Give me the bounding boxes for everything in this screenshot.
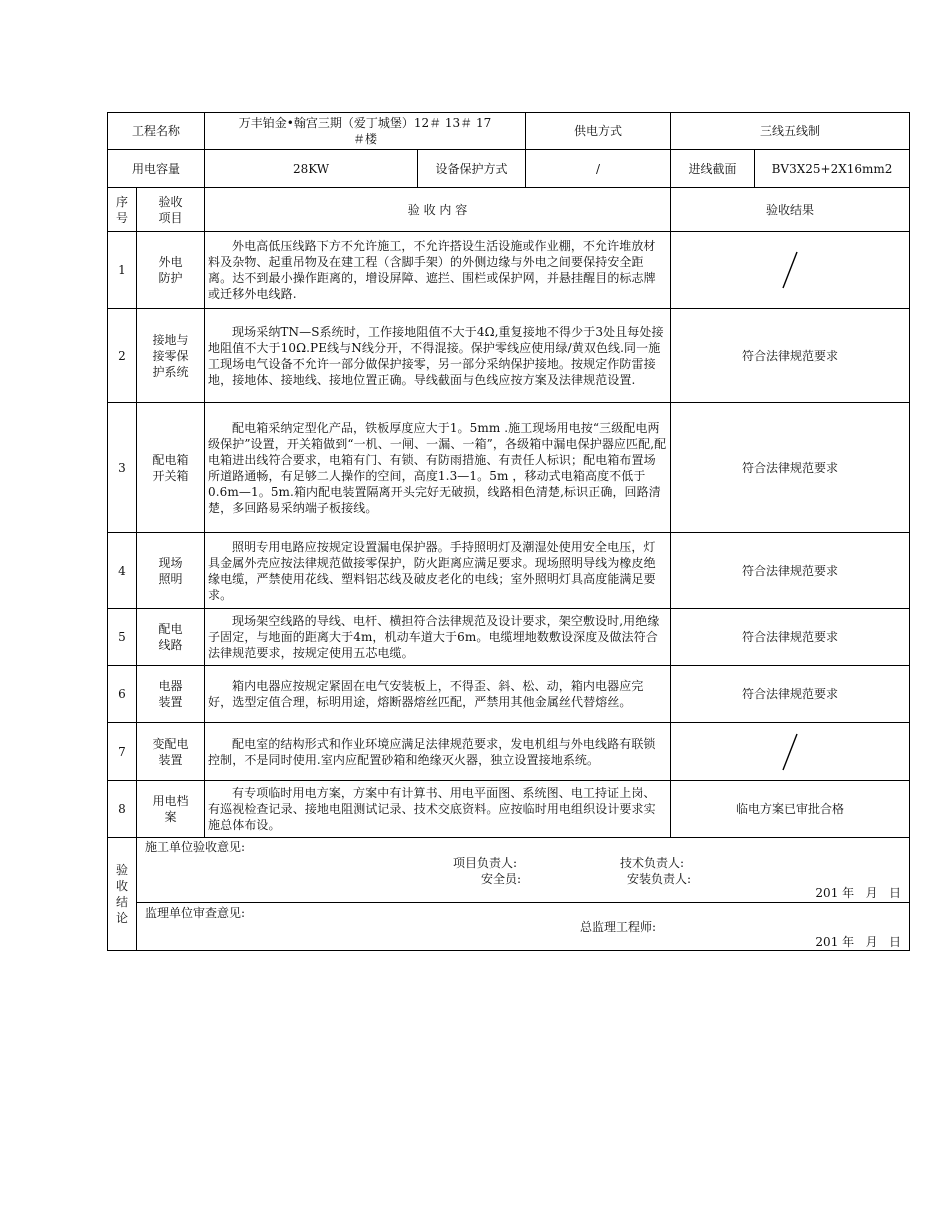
row-item-line2: 接零保 (152, 348, 189, 363)
table-row (108, 533, 910, 609)
construction-date: 201 年 月 日 (815, 886, 902, 900)
row-item-line1: 用电档 (152, 794, 189, 808)
row-item-line2: 线路 (158, 638, 183, 652)
conclusion-label-char: 收 (115, 879, 128, 893)
row-result: 符合法律规范要求 (671, 666, 910, 723)
chief-engineer-label: 总监理工程师: (580, 920, 657, 934)
row-number: 4 (108, 533, 137, 609)
column-header-row (108, 188, 910, 232)
row-number: 1 (108, 232, 137, 309)
row-item-line3: 护系统 (152, 364, 189, 379)
safety-officer-label: 安全员: (481, 872, 522, 886)
conclusion-construction-row (108, 838, 910, 903)
row-number: 7 (108, 723, 137, 781)
capacity-label: 用电容量 (108, 150, 205, 188)
conclusion-label-char: 验 (115, 863, 128, 877)
row-content: 照明专用电路应按规定设置漏电保护器。手持照明灯及潮湿处使用安全电压，灯具金属外壳应按法律规范做接零保护，防火距离应满足要求。现场照明导线为橡皮绝缘电缆，严禁使用花线、塑料铝芯线及破皮老化的电线；室外照明灯具高度能满足要求。 (205, 533, 671, 609)
row-result: 符合法律规范要求 (671, 609, 910, 666)
table-row (108, 232, 910, 309)
row-item (137, 723, 205, 781)
install-manager-label: 安装负责人: (627, 872, 692, 886)
protection-label: 设备保护方式 (418, 150, 526, 188)
cable-value: BV3X25+2X16mm2 (755, 150, 910, 188)
tech-manager-label: 技术负责人: (620, 856, 685, 870)
row-item-line2: 开关箱 (152, 468, 189, 483)
row-item (137, 666, 205, 723)
row-number: 8 (108, 781, 137, 838)
conclusion-label-char: 结 (115, 895, 128, 909)
project-manager-label: 项目负责人: (453, 856, 518, 870)
row-item-line1: 配电 (158, 622, 183, 636)
row-number: 3 (108, 403, 137, 533)
seq-header-line1: 序 (115, 194, 128, 209)
header-row-capacity (108, 150, 910, 188)
seq-header (108, 188, 137, 232)
row-item (137, 309, 205, 403)
row-item (137, 609, 205, 666)
row-content: 外电高低压线路下方不允许施工，不允许搭设生活设施或作业棚，不允许堆放材料及杂物、起重吊物及在建工程（含脚手架）的外侧边缘与外电之间要保持安全距离。达不到最小操作距离的，增设屏障、遮拦、围栏或保护网，并悬挂醒目的标志牌或迁移外电线路. (205, 232, 671, 309)
item-header-line2: 项目 (158, 210, 183, 225)
row-result-slash (671, 232, 910, 309)
table-row (108, 781, 910, 838)
slash-mark-icon (775, 250, 805, 290)
row-item-line1: 接地与 (152, 332, 189, 347)
row-item-line1: 变配电 (152, 736, 189, 751)
item-header-line1: 验收 (158, 194, 183, 209)
row-item (137, 781, 205, 838)
row-item (137, 232, 205, 309)
row-result: 符合法律规范要求 (671, 533, 910, 609)
acceptance-form-table (107, 112, 910, 951)
seq-header-line2: 号 (115, 210, 128, 225)
project-name-line2: ＃楼 (353, 132, 378, 146)
cable-label: 进线截面 (671, 150, 755, 188)
row-item-line2: 防护 (158, 271, 183, 285)
table-row (108, 609, 910, 666)
table-row (108, 723, 910, 781)
content-header: 验 收 内 容 (205, 188, 671, 232)
row-number: 2 (108, 309, 137, 403)
row-result: 符合法律规范要求 (671, 309, 910, 403)
row-result: 符合法律规范要求 (671, 403, 910, 533)
conclusion-label-char: 论 (115, 911, 128, 925)
construction-opinion-cell (137, 838, 910, 903)
row-item-line2: 案 (164, 810, 177, 824)
construction-signature-area (137, 838, 909, 902)
conclusion-supervision-row (108, 903, 910, 951)
header-row-project (108, 113, 910, 150)
row-item-line2: 装置 (158, 695, 183, 709)
project-name-line1: 万丰铂金•翰宫三期（爱丁城堡）12＃ 13＃ 17 (238, 116, 492, 130)
row-content: 有专项临时用电方案，方案中有计算书、用电平面图、系统图、电工持证上岗、有巡视检查记录、接地电阻测试记录、技术交底资料。应按临时用电组织设计要求实施总体布设。 (205, 781, 671, 838)
supervision-opinion-label: 监理单位审查意见: (145, 906, 246, 920)
project-name-label: 工程名称 (108, 113, 205, 150)
table-row (108, 403, 910, 533)
supervision-signature-area (137, 903, 909, 950)
row-content: 配电箱采纳定型化产品，铁板厚度应大于1。5mm .施工现场用电按“三级配电两级保护”设置，开关箱做到“一机、一闸、一漏、一箱”，各级箱中漏电保护器应匹配,配电箱进出线符合要求，电箱有门、有锁、有防雨措施、有责任人标识；配电箱布置场所道路通畅，有足够二人操作的空间，高度1.3—1。5m ，移动式电箱高度不低于0.6m—1。5m.箱内配电装置隔离开头完好无破损，线路相色清楚,标识正确，回路清楚，多回路易采纳端子板接线。 (205, 403, 671, 533)
row-item-line1: 现场 (158, 555, 183, 570)
row-item (137, 533, 205, 609)
protection-value: / (526, 150, 671, 188)
slash-mark-icon (775, 732, 805, 772)
table-row (108, 666, 910, 723)
row-item (137, 403, 205, 533)
supervision-date: 201 年 月 日 (815, 935, 902, 949)
row-item-line1: 配电箱 (152, 452, 189, 467)
row-result-slash (671, 723, 910, 781)
row-content: 箱内电器应按规定紧固在电气安装板上，不得歪、斜、松、动，箱内电器应完好，选型定值合理，标明用途，熔断器熔丝匹配，严禁用其他金属丝代替熔丝。 (205, 666, 671, 723)
row-item-line1: 外电 (158, 255, 183, 269)
capacity-value: 28KW (205, 150, 418, 188)
row-content: 现场采纳TN—S系统时，工作接地阻值不大于4Ω,重复接地不得少于3处且每处接地阻值不大于10Ω.PE线与N线分开，不得混接。保护零线应使用绿/黄双色线.同一施工现场电气设备不允许一部分做保护接零，另一部分采纳保护接地。按规定作防雷接地，接地体、接地线、接地位置正确。导线截面与色线应按方案及法律规范设置. (205, 309, 671, 403)
conclusion-label (108, 838, 137, 951)
row-content: 现场架空线路的导线、电杆、横担符合法律规范及设计要求，架空敷设时,用绝缘子固定，与地面的距离大于4m，机动车道大于6m。电缆埋地数敷设深度及做法符合法律规范要求，按规定使用五芯电缆。 (205, 609, 671, 666)
item-header (137, 188, 205, 232)
result-header: 验收结果 (671, 188, 910, 232)
supervision-opinion-cell (137, 903, 910, 951)
row-number: 6 (108, 666, 137, 723)
row-item-line2: 照明 (158, 571, 183, 586)
construction-opinion-label: 施工单位验收意见: (145, 840, 246, 854)
row-content: 配电室的结构形式和作业环境应满足法律规范要求，发电机组与外电线路有联锁控制，不是同时使用.室内应配置砂箱和绝缘灭火器，独立设置接地系统。 (205, 723, 671, 781)
table-row (108, 309, 910, 403)
row-item-line1: 电器 (158, 679, 183, 693)
power-supply-value: 三线五线制 (671, 113, 910, 150)
row-item-line2: 装置 (158, 752, 183, 767)
row-result: 临电方案已审批合格 (671, 781, 910, 838)
project-name-value (205, 113, 526, 150)
row-number: 5 (108, 609, 137, 666)
power-supply-label: 供电方式 (526, 113, 671, 150)
